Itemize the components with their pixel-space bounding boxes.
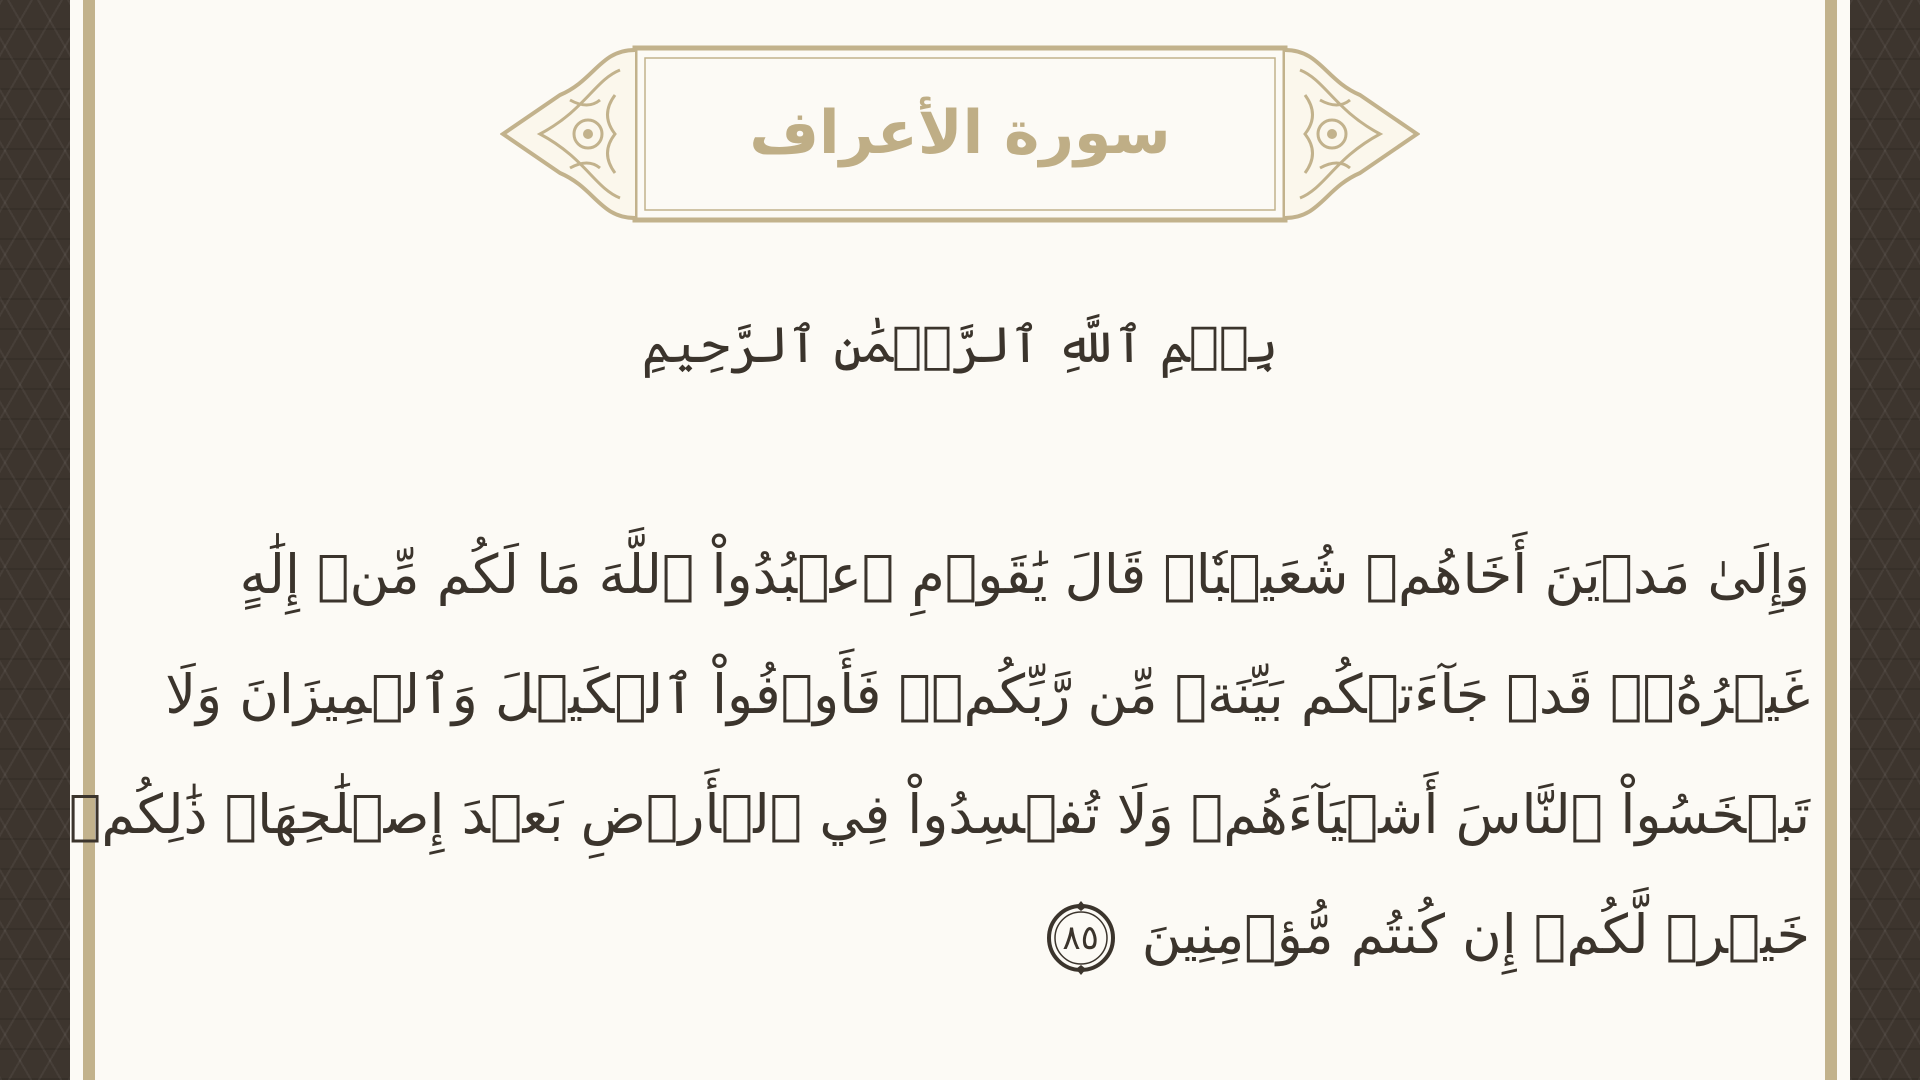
surah-title: سورة الأعراف xyxy=(749,98,1171,168)
right-ornamental-border xyxy=(1850,0,1920,1080)
verse-line: تَبۡخَسُواْ ٱلنَّاسَ أَشۡيَآءَهُمۡ وَلَا تُفۡسِدُواْ فِي ٱلۡأَرۡضِ بَعۡدَ إِصۡلَٰحِهَاۚ ذَٰلِكُمۡ xyxy=(68,783,1810,846)
verse-line: غَيۡرُهُۥۖ قَدۡ جَآءَتۡكُم بَيِّنَةٞ مِّن رَّبِّكُمۡۖ فَأَوۡفُواْ ٱلۡكَيۡلَ وَٱلۡمِيزَانَ وَلَا xyxy=(165,663,1810,726)
verse-text xyxy=(68,515,1810,995)
verse-line-last xyxy=(1042,875,1810,995)
ayah-end-marker xyxy=(1042,899,1120,977)
surah-title-plaque xyxy=(500,40,1420,230)
verse-line-text: خَيۡرٞ لَّكُمۡ إِن كُنتُم مُّؤۡمِنِينَ xyxy=(1141,903,1810,966)
left-gold-rule xyxy=(83,0,95,1080)
left-ornamental-border xyxy=(0,0,70,1080)
right-gold-rule xyxy=(1825,0,1837,1080)
verse-line: وَإِلَىٰ مَدۡيَنَ أَخَاهُمۡ شُعَيۡبٗاۚ قَالَ يَٰقَوۡمِ ٱعۡبُدُواْ ٱللَّهَ مَا لَكُم مِّنۡ إِلَٰهٍ xyxy=(239,543,1810,606)
basmala: بِسۡمِ ٱللَّهِ ٱلرَّحۡمَٰنِ ٱلرَّحِيمِ xyxy=(641,316,1279,374)
ayah-number: ٨٥ xyxy=(1062,918,1099,959)
